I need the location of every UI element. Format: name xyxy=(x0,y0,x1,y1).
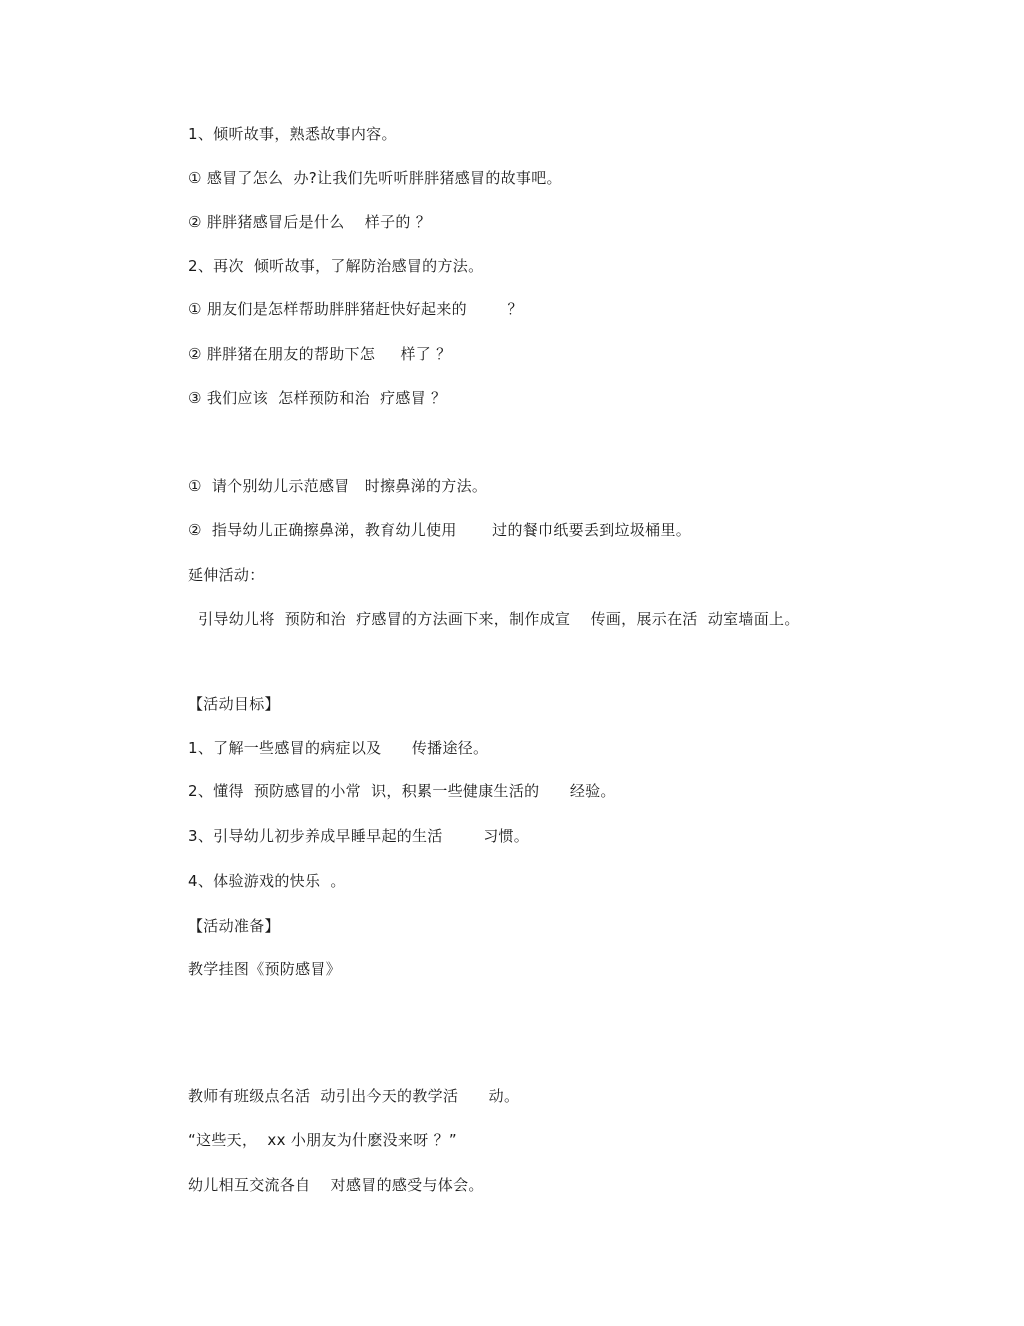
text-line: 2、懂得 预防感冒的小常 识，积累一些健康生活的 经验。 xyxy=(188,782,616,800)
text-line: 1、倾听故事，熟悉故事内容。 xyxy=(188,125,397,143)
text-line: 4、体验游戏的快乐 。 xyxy=(188,872,346,890)
section-heading: 【活动准备】 xyxy=(188,917,280,935)
text-line: 2、再次 倾听故事，了解防治感冒的方法。 xyxy=(188,257,484,275)
text-line: ① 请个别幼儿示范感冒 时擦鼻涕的方法。 xyxy=(188,477,488,495)
text-line: ① 朋友们是怎样帮助胖胖猪赶快好起来的 ？ xyxy=(188,300,523,318)
text-line: ② 胖胖猪感冒后是什么 样子的 ？ xyxy=(188,213,432,231)
section-heading: 延伸活动： xyxy=(188,566,265,584)
text-line: 3、引导幼儿初步养成早睡早起的生活 习惯。 xyxy=(188,827,530,845)
text-line: ③ 我们应该 怎样预防和治 疗感冒 ？ xyxy=(188,389,447,407)
text-line: ② 胖胖猪在朋友的帮助下怎 样了 ？ xyxy=(188,345,452,363)
text-line: “这些天， xx 小朋友为什麽没来呀 ？” xyxy=(188,1131,457,1149)
text-line: 教师有班级点名活 动引出今天的教学活 动。 xyxy=(188,1087,520,1105)
text-line: ② 指导幼儿正确擦鼻涕，教育幼儿使用 过的餐巾纸要丢到垃圾桶里。 xyxy=(188,521,692,539)
text-line: ① 感冒了怎么 办?让我们先听听胖胖猪感冒的故事吧。 xyxy=(188,169,562,187)
text-line: 引导幼儿将 预防和治 疗感冒的方法画下来，制作成宣 传画，展示在活 动室墙面上。 xyxy=(188,610,800,628)
text-line: 1、了解一些感冒的病症以及 传播途径。 xyxy=(188,739,489,757)
text-line: 幼儿相互交流各自 对感冒的感受与体会。 xyxy=(188,1176,484,1194)
text-line: 教学挂图《预防感冒》 xyxy=(188,960,342,978)
section-heading: 【活动目标】 xyxy=(188,695,280,713)
